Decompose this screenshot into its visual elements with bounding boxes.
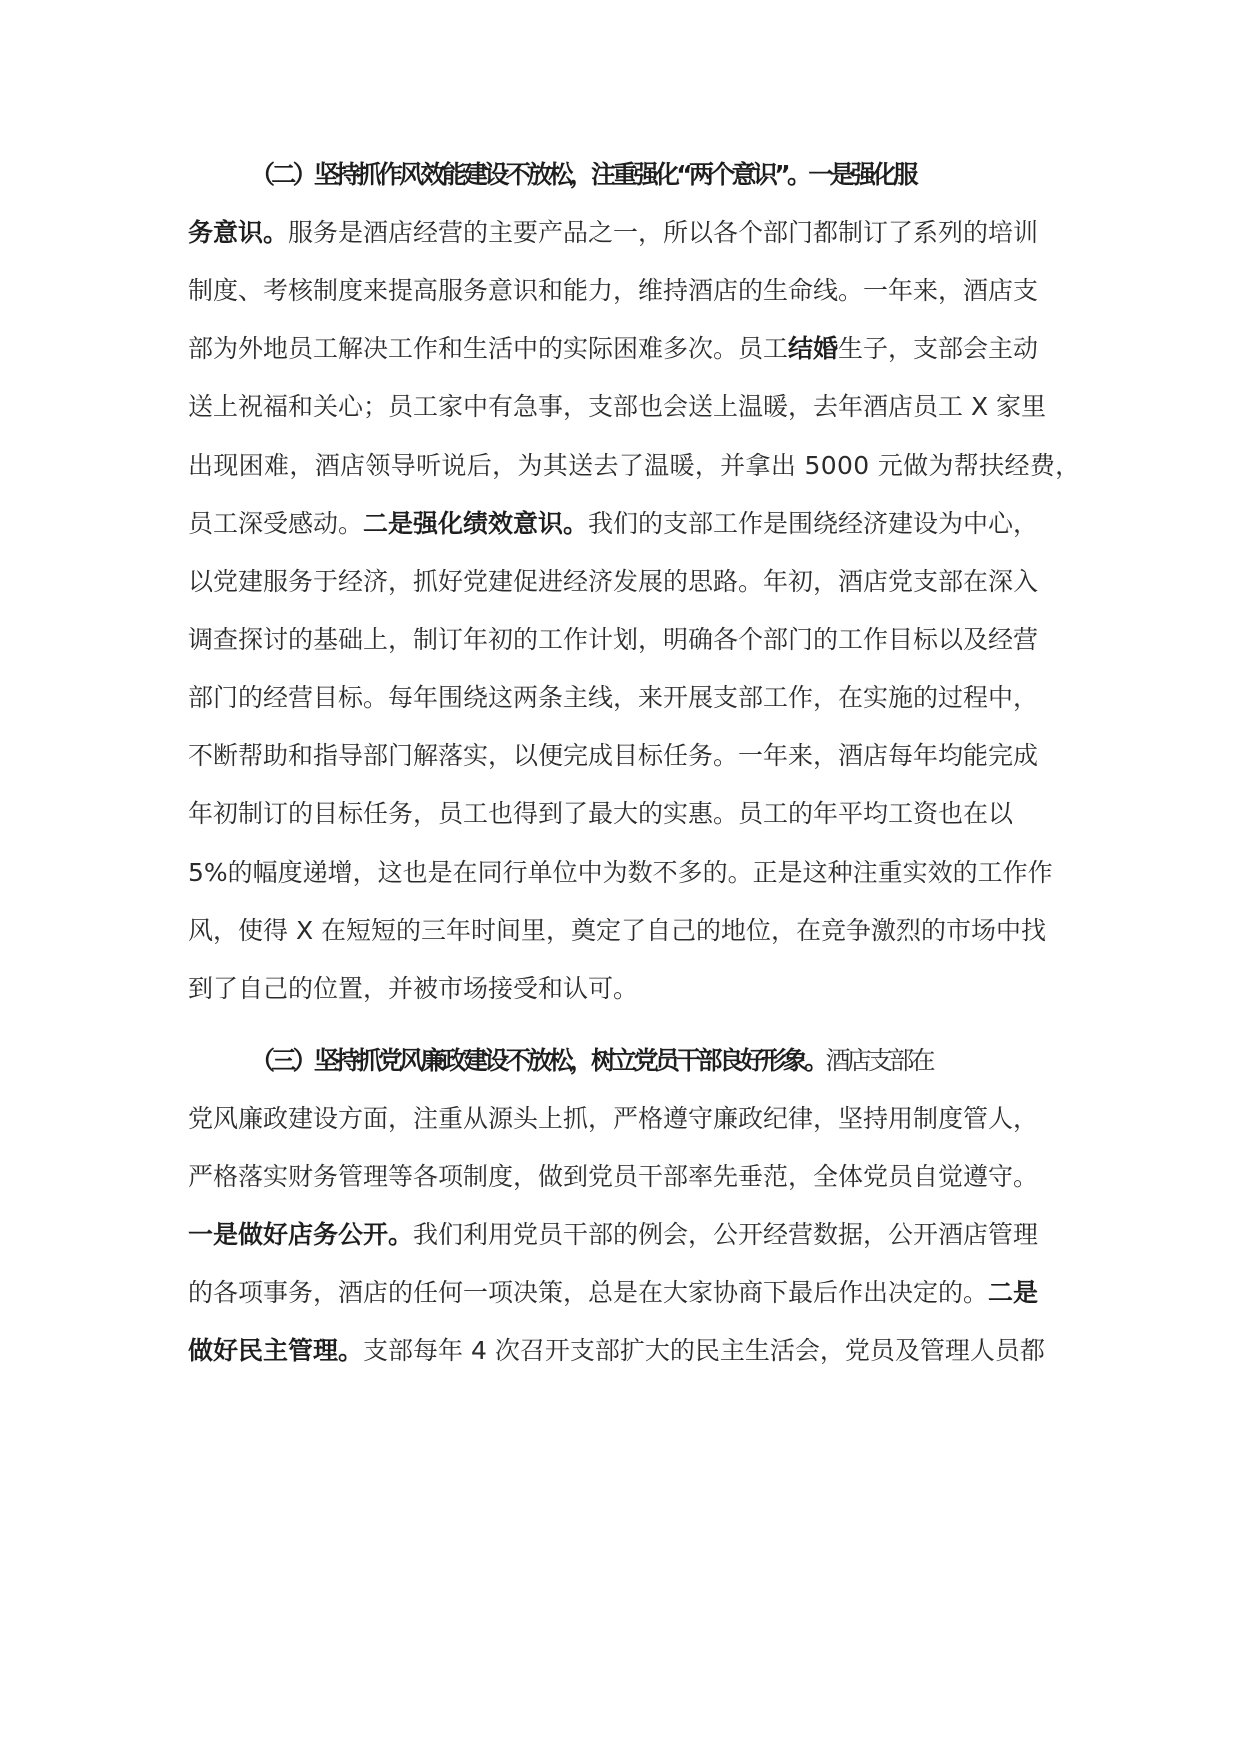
body-text: 党风廉政建设方面，注重从源头上抓，严格遵守廉政纪律，坚持用制度管人， (188, 1104, 1039, 1133)
body-text: 调查探讨的基础上，制订年初的工作计划，明确各个部门的工作目标以及经营 (188, 625, 1039, 654)
body-text: 送上祝福和关心；员工家中有急事，支部也会送上温暖，去年酒店员工 X 家里 (188, 392, 1047, 421)
body-text: 部门的经营目标。每年围绕这两条主线，来开展支部工作，在实施的过程中， (188, 683, 1039, 712)
body-text: 5%的幅度递增，这也是在同行单位中为数不多的。正是这种注重实效的工作作 (188, 858, 1053, 887)
text-line (188, 736, 1068, 776)
text-line (250, 155, 1130, 195)
text-line (188, 1273, 1068, 1313)
body-text: 服务是酒店经营的主要产品之一，所以各个部门都制订了系列的培训 (288, 218, 1039, 247)
body-text: 到了自己的位置，并被市场接受和认可。 (188, 974, 639, 1003)
bold-text: 一是做好店务公开。 (188, 1220, 414, 1249)
body-text: 部为外地员工解决工作和生活中的实际困难多次。员工 (188, 334, 789, 363)
text-line (188, 271, 1068, 311)
text-line (188, 853, 1068, 893)
body-text: 出现困难，酒店领导听说后，为其送去了温暖，并拿出 5000 元做为帮扶经费， (188, 451, 1081, 480)
text-line (188, 1215, 1068, 1255)
body-text: 制度、考核制度来提高服务意识和能力，维持酒店的生命线。一年来，酒店支 (188, 276, 1039, 305)
body-text: 酒店支部在 (825, 1046, 932, 1075)
body-text: 年初制订的目标任务，员工也得到了最大的实惠。员工的年平均工资也在以 (188, 799, 1014, 828)
text-line (188, 329, 1068, 369)
body-text: 严格落实财务管理等各项制度，做到党员干部率先垂范，全体党员自觉遵守。 (188, 1162, 1039, 1191)
text-line (188, 504, 1068, 544)
body-text: 不断帮助和指导部门解落实，以便完成目标任务。一年来，酒店每年均能完成 (188, 741, 1039, 770)
text-line (188, 794, 1068, 834)
bold-text: （三）坚持抓党风廉政建设不放松，树立党员干部良好形象。 (250, 1046, 826, 1075)
body-text: 员工深受感动。 (188, 509, 364, 538)
bold-text: 结婚 (788, 334, 839, 363)
body-text: 生子，支部会主动 (838, 334, 1039, 363)
text-line (250, 1041, 1130, 1081)
text-line (188, 678, 1068, 718)
text-line (188, 1099, 1068, 1139)
bold-text: 二是 (988, 1278, 1039, 1307)
body-text: 我们利用党员干部的例会，公开经营数据，公开酒店管理 (413, 1220, 1039, 1249)
text-line (188, 1331, 1068, 1371)
text-line (188, 562, 1068, 602)
bold-text: 务意识。 (188, 218, 289, 247)
text-line (188, 387, 1068, 427)
text-line (188, 213, 1068, 253)
text-line (188, 620, 1068, 660)
body-text: 风，使得 X 在短短的三年时间里，奠定了自己的地位，在竞争激烈的市场中找 (188, 916, 1047, 945)
bold-text: 二是强化绩效意识。 (363, 509, 589, 538)
body-text: 支部每年 4 次召开支部扩大的民主生活会，党员及管理人员都 (363, 1336, 1045, 1365)
body-text: 我们的支部工作是围绕经济建设为中心， (588, 509, 1039, 538)
text-line (188, 1157, 1068, 1197)
body-text: 以党建服务于经济，抓好党建促进经济发展的思路。年初，酒店党支部在深入 (188, 567, 1039, 596)
bold-text: 做好民主管理。 (188, 1336, 364, 1365)
bold-text: （二）坚持抓作风效能建设不放松，注重强化“两个意识”。一是强化服 (250, 160, 915, 189)
text-line (188, 446, 1081, 486)
body-text: 的各项事务，酒店的任何一项决策，总是在大家协商下最后作出决定的。 (188, 1278, 989, 1307)
text-line (188, 911, 1068, 951)
text-line (188, 969, 1068, 1009)
